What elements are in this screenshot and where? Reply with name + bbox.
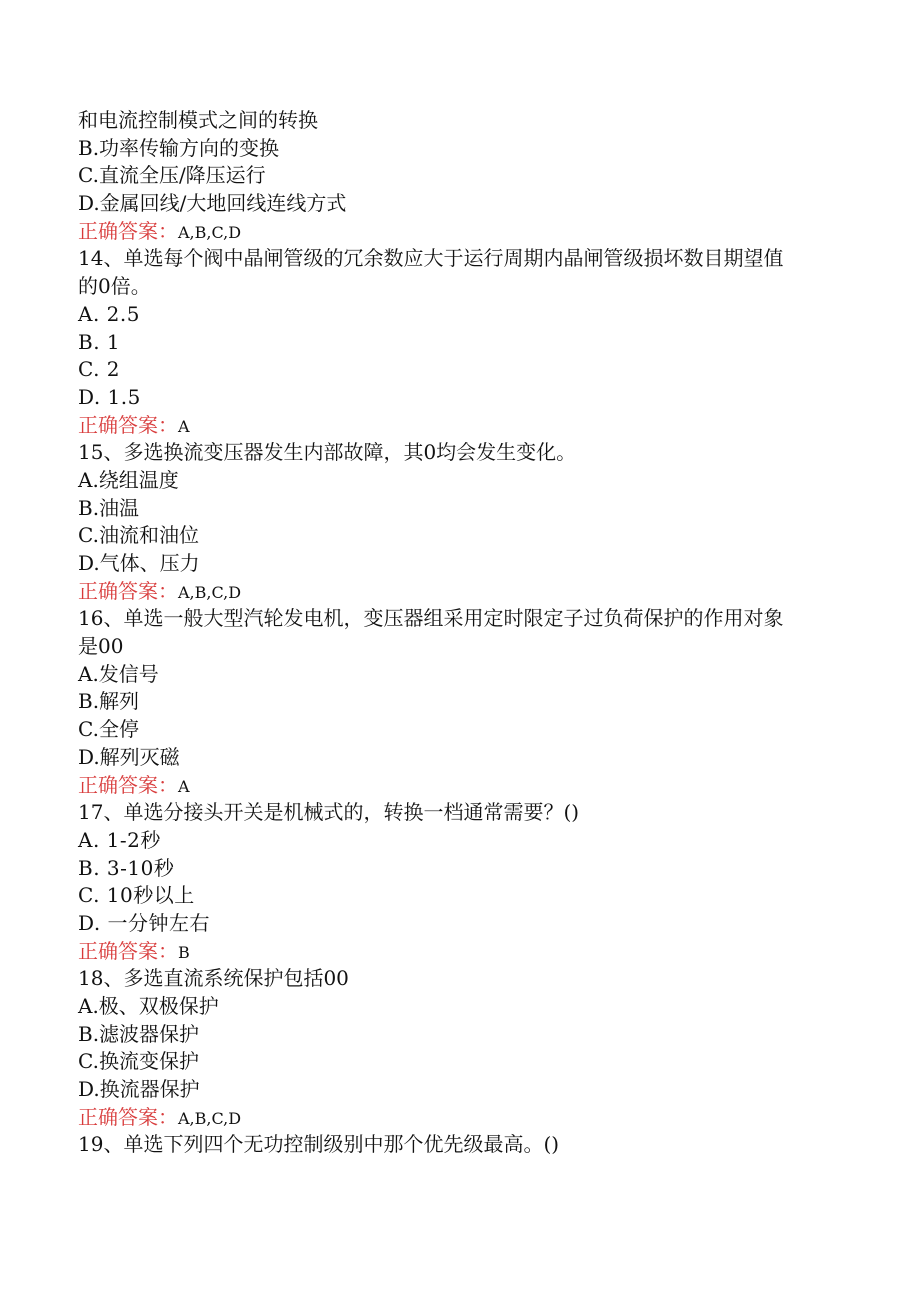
q18-option-c: C.换流变保护 bbox=[78, 1049, 199, 1074]
question-18-text: 18、多选直流系统保护包括00 bbox=[78, 966, 349, 991]
option-c: C.直流全压/降压运行 bbox=[78, 163, 266, 188]
answer-value: A,B,C,D bbox=[178, 222, 242, 242]
q15-answer bbox=[78, 578, 848, 606]
answer-label: 正确答案： bbox=[78, 938, 178, 963]
q14-option-d: D. 1.5 bbox=[78, 384, 141, 409]
answer-label: 正确答案： bbox=[78, 218, 178, 243]
q15-option-d: D.气体、压力 bbox=[78, 551, 200, 575]
question-16-text-cont: 是00 bbox=[78, 634, 124, 659]
question-16-text: 16、单选一般大型汽轮发电机，变压器组采用定时限定子过负荷保护的作用对象 bbox=[78, 606, 784, 631]
answer-value: A bbox=[178, 776, 190, 796]
answer-value: A,B,C,D bbox=[178, 582, 242, 602]
answer-label: 正确答案： bbox=[78, 1104, 178, 1129]
question-14-text: 14、单选每个阀中晶闸管级的冗余数应大于运行周期内晶闸管级损坏数目期望值 bbox=[78, 246, 784, 271]
q17-answer bbox=[78, 938, 848, 966]
option-d: D.金属回线/大地回线连线方式 bbox=[78, 191, 347, 216]
option-b: B.功率传输方向的变换 bbox=[78, 135, 280, 160]
q17-option-a: A. 1-2秒 bbox=[78, 827, 161, 852]
q18-answer bbox=[78, 1104, 848, 1132]
q15-option-a: A.绕组温度 bbox=[78, 467, 179, 492]
q14-option-c: C. 2 bbox=[78, 357, 121, 382]
q16-option-a: A.发信号 bbox=[78, 661, 159, 686]
question-continuation: 和电流控制模式之间的转换 bbox=[78, 108, 318, 132]
question-17-text: 17、单选分接头开关是机械式的，转换一档通常需要？() bbox=[78, 800, 580, 825]
question-15-text: 15、多选换流变压器发生内部故障，其0均会发生变化。 bbox=[78, 440, 577, 465]
document-page bbox=[78, 107, 848, 1159]
answer-value: A,B,C,D bbox=[178, 1108, 242, 1128]
q16-option-d: D.解列灭磁 bbox=[78, 744, 180, 769]
q18-option-d: D.换流器保护 bbox=[78, 1077, 200, 1102]
answer-line bbox=[78, 218, 848, 246]
answer-value: A bbox=[178, 416, 190, 436]
q17-option-b: B. 3-10秒 bbox=[78, 855, 175, 880]
q15-option-c: C.油流和油位 bbox=[78, 523, 199, 548]
question-19-text: 19、单选下列四个无功控制级别中那个优先级最高。() bbox=[78, 1132, 560, 1157]
q14-option-a: A. 2.5 bbox=[78, 301, 140, 326]
q17-option-d: D. 一分钟左右 bbox=[78, 910, 211, 935]
answer-label: 正确答案： bbox=[78, 578, 178, 603]
q18-option-b: B.滤波器保护 bbox=[78, 1021, 200, 1046]
q17-option-c: C. 10秒以上 bbox=[78, 883, 195, 908]
question-14-text-cont: 的0倍。 bbox=[78, 274, 151, 299]
q15-option-b: B.油温 bbox=[78, 495, 140, 520]
q14-option-b: B. 1 bbox=[78, 329, 121, 354]
q18-option-a: A.极、双极保护 bbox=[78, 994, 219, 1018]
answer-value: B bbox=[178, 942, 190, 962]
q16-option-b: B.解列 bbox=[78, 689, 140, 714]
answer-label: 正确答案： bbox=[78, 772, 178, 797]
q16-option-c: C.全停 bbox=[78, 717, 139, 742]
q14-answer bbox=[78, 412, 848, 440]
answer-label: 正确答案： bbox=[78, 412, 178, 437]
q16-answer bbox=[78, 772, 848, 800]
